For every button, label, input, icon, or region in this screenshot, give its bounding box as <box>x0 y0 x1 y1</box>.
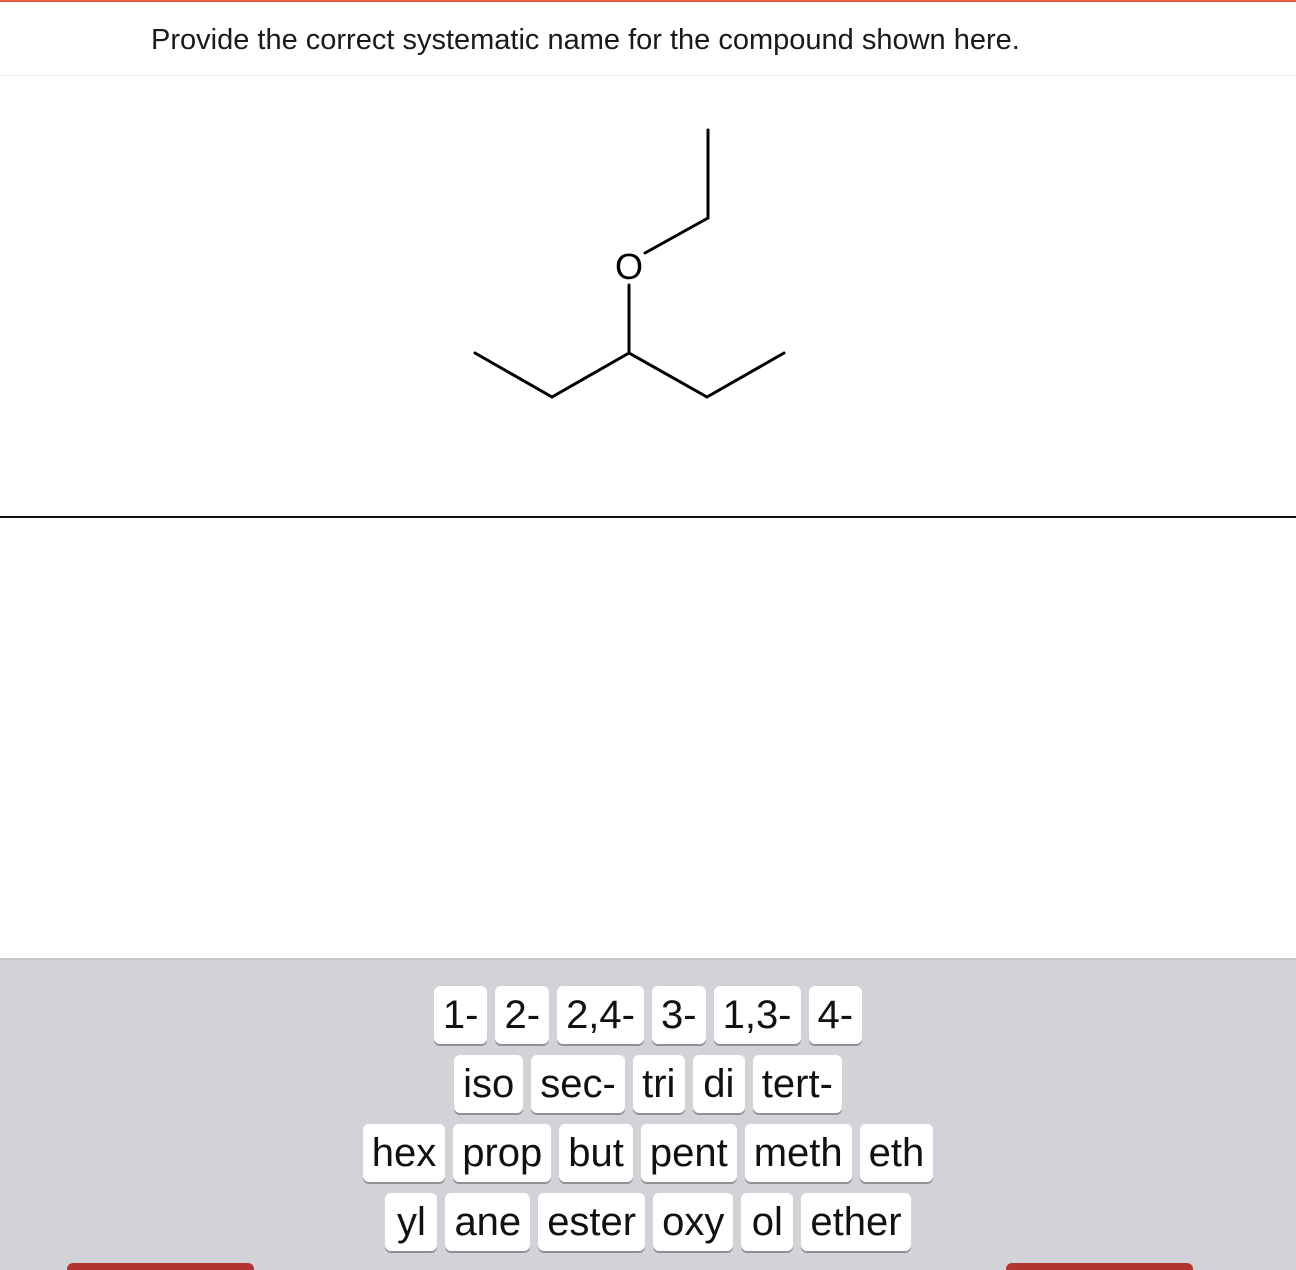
bottom-left-button[interactable] <box>67 1263 254 1270</box>
key-1-3-locant[interactable]: 1,3- <box>714 986 801 1044</box>
key-2-4-locant[interactable]: 2,4- <box>557 986 644 1044</box>
key-eth[interactable]: eth <box>860 1124 934 1182</box>
key-iso[interactable]: iso <box>454 1055 523 1113</box>
keyboard-row-prefixes <box>0 1055 1296 1113</box>
atom-label-oxygen: O <box>614 246 644 287</box>
key-2-locant[interactable]: 2- <box>495 986 549 1044</box>
key-4-locant[interactable]: 4- <box>809 986 863 1044</box>
key-sec[interactable]: sec- <box>531 1055 625 1113</box>
molecule-structure <box>0 0 1296 520</box>
bond-right-terminal <box>707 353 784 397</box>
question-prompt: Provide the correct systematic name for the compound shown here. <box>151 24 1020 56</box>
key-oxy[interactable]: oxy <box>653 1193 733 1251</box>
keyboard-row-roots <box>0 1124 1296 1182</box>
bond-ethyl-to-oxygen <box>645 218 708 253</box>
key-3-locant[interactable]: 3- <box>652 986 706 1044</box>
key-ether[interactable]: ether <box>801 1193 910 1251</box>
bond-ch-to-left <box>552 353 629 397</box>
answer-keyboard <box>0 958 1296 1270</box>
key-meth[interactable]: meth <box>745 1124 852 1182</box>
bond-left-terminal <box>475 353 552 397</box>
key-ane[interactable]: ane <box>445 1193 530 1251</box>
key-di[interactable]: di <box>693 1055 745 1113</box>
bond-ch-to-right <box>629 353 707 397</box>
key-1-locant[interactable]: 1- <box>434 986 488 1044</box>
answer-area[interactable] <box>0 518 1296 958</box>
bottom-right-button[interactable] <box>1006 1263 1193 1270</box>
key-but[interactable]: but <box>559 1124 633 1182</box>
key-tert[interactable]: tert- <box>753 1055 842 1113</box>
key-tri[interactable]: tri <box>633 1055 685 1113</box>
key-ester[interactable]: ester <box>538 1193 645 1251</box>
key-hex[interactable]: hex <box>363 1124 446 1182</box>
keyboard-row-suffixes <box>0 1193 1296 1251</box>
key-yl[interactable]: yl <box>385 1193 437 1251</box>
key-ol[interactable]: ol <box>741 1193 793 1251</box>
key-prop[interactable]: prop <box>453 1124 551 1182</box>
key-pent[interactable]: pent <box>641 1124 737 1182</box>
keyboard-row-locants <box>0 986 1296 1044</box>
